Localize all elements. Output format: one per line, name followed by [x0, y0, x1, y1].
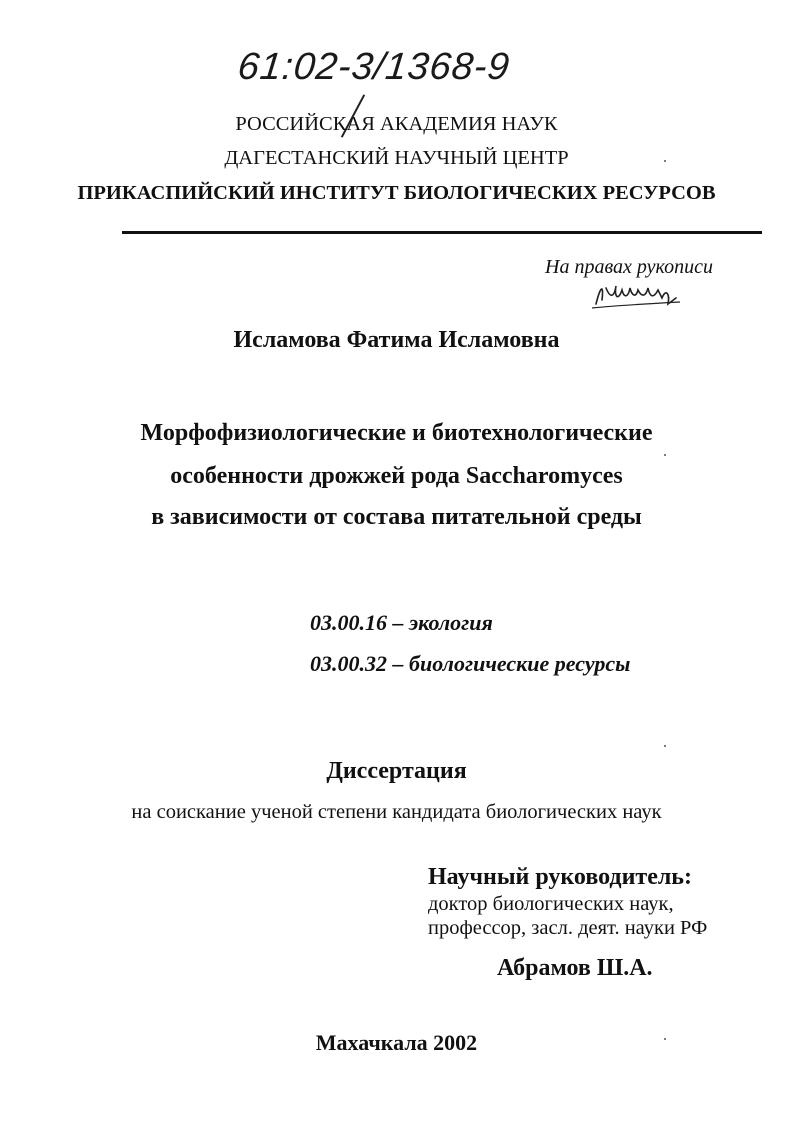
author-name: Исламова Фатима Исламовна	[233, 327, 560, 353]
org-line-academy: РОССИЙСКАЯ АКАДЕМИЯ НАУК	[235, 113, 558, 135]
title-line-3: в зависимости от состава питательной среды	[151, 504, 642, 530]
supervisor-label: Научный руководитель:	[428, 864, 692, 890]
degree-statement: на соискание ученой степени кандидата биологических наук	[131, 801, 662, 823]
specialty-bio-resources: 03.00.32 – биологические ресурсы	[310, 651, 631, 676]
archive-stamp: 61:02-3/1368-9	[235, 46, 513, 88]
scan-speck	[664, 1038, 666, 1040]
rights-note: На правах рукописи	[545, 256, 713, 278]
org-line-center: ДАГЕСТАНСКИЙ НАУЧНЫЙ ЦЕНТР	[224, 147, 569, 169]
scan-speck	[664, 745, 666, 747]
supervisor-title: профессор, засл. деят. науки РФ	[428, 917, 708, 939]
title-line-2: особенности дрожжей рода Saccharomyces	[170, 463, 623, 489]
scan-speck	[664, 160, 666, 162]
specialty-ecology: 03.00.16 – экология	[310, 610, 493, 635]
title-line-1: Морфофизиологические и биотехнологические	[140, 420, 653, 446]
org-line-institute: ПРИКАСПИЙСКИЙ ИНСТИТУТ БИОЛОГИЧЕСКИХ РЕСУРСОВ	[77, 182, 716, 204]
work-type: Диссертация	[326, 758, 467, 784]
handwritten-signature	[592, 268, 684, 314]
supervisor-degree: доктор биологических наук,	[428, 893, 674, 915]
supervisor-name: Абрамов Ш.А.	[497, 955, 653, 981]
header-divider	[122, 231, 762, 234]
scan-speck	[664, 454, 666, 456]
place-year: Махачкала 2002	[315, 1030, 478, 1055]
